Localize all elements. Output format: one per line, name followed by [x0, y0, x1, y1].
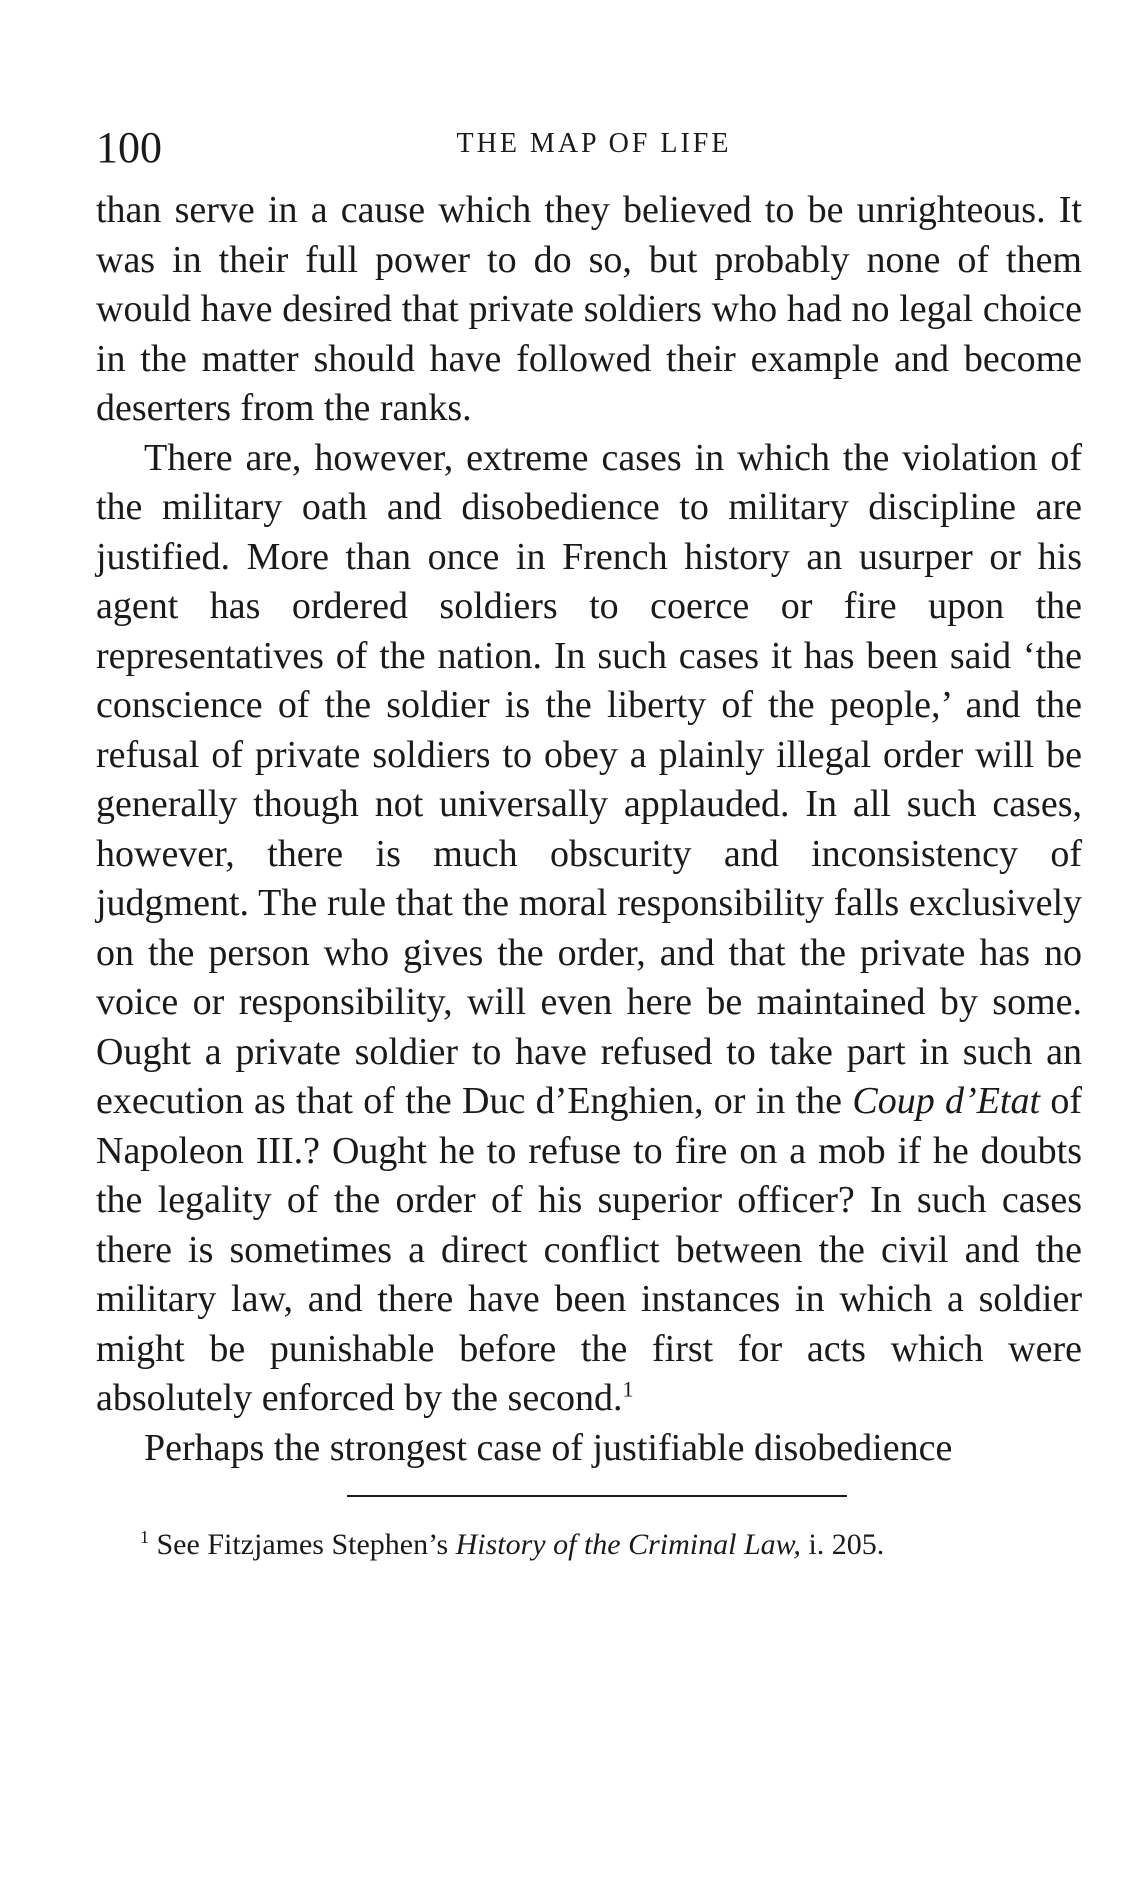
footnote-text-end: i. 205. — [800, 1528, 885, 1561]
page-number: 100 — [96, 123, 162, 172]
footnote — [96, 1525, 1082, 1565]
paragraph-text: There are, however, extreme cases in which the violation of the military oath and disobedience to military discipline are justified. More than once in French history an usurper or his agent has ordered soldiers to coerce or fire upon the representatives of the nation. In such cases it has been said ‘the conscience of the soldier is the liberty of the people,’ and the refusal of private soldiers to obey a plainly illegal order will be generally though not universally applauded. In all such cases, however, there is much obscurity and inconsistency of judgment. The rule that the moral responsibility falls exclusively on the person who gives the order, and that the private has no voice or responsibility, will even here be maintained by some. Ought a private soldier to have refused to take part in such an execution as that of the Duc d’Enghien, or in the — [96, 436, 1082, 1122]
footnote-text: See Fitzjames Stephen’s — [156, 1528, 456, 1561]
italic-phrase: Coup d’Etat — [852, 1080, 1041, 1122]
paragraph-military-disobedience — [96, 434, 1082, 1424]
running-title: THE MAP OF LIFE — [456, 128, 732, 159]
paragraph-text: Perhaps the strongest case of justifiable disobedience — [144, 1426, 953, 1469]
paragraph-justifiable-disobedience — [96, 1424, 1082, 1474]
running-head — [96, 118, 1082, 178]
footnote-marker: 1 — [140, 1527, 149, 1547]
body-text — [96, 186, 1082, 1473]
paragraph-continuation — [96, 186, 1082, 434]
paragraph-text: of Napoleon III.? Ought he to refuse to fire on a mob if he doubts the legality of the order of his superior officer? In such cases there is sometimes a direct conflict between the civil and the military law, and there have been instances in which a soldier might be punishable before the first for acts which were absolutely enforced by the second. — [96, 1080, 1083, 1419]
paragraph-text: than serve in a cause which they believed to be unrighteous. It was in their full power to do so, but probably none of them would have desired that private soldiers who had no legal choice in the matter should have followed their example and become deserters from the ranks. — [96, 189, 1082, 429]
footnote-reference: 1 — [622, 1376, 634, 1402]
book-page — [96, 118, 1082, 1565]
footnote-divider — [347, 1495, 847, 1497]
footnote-italic-title: History of the Criminal Law, — [455, 1528, 801, 1561]
